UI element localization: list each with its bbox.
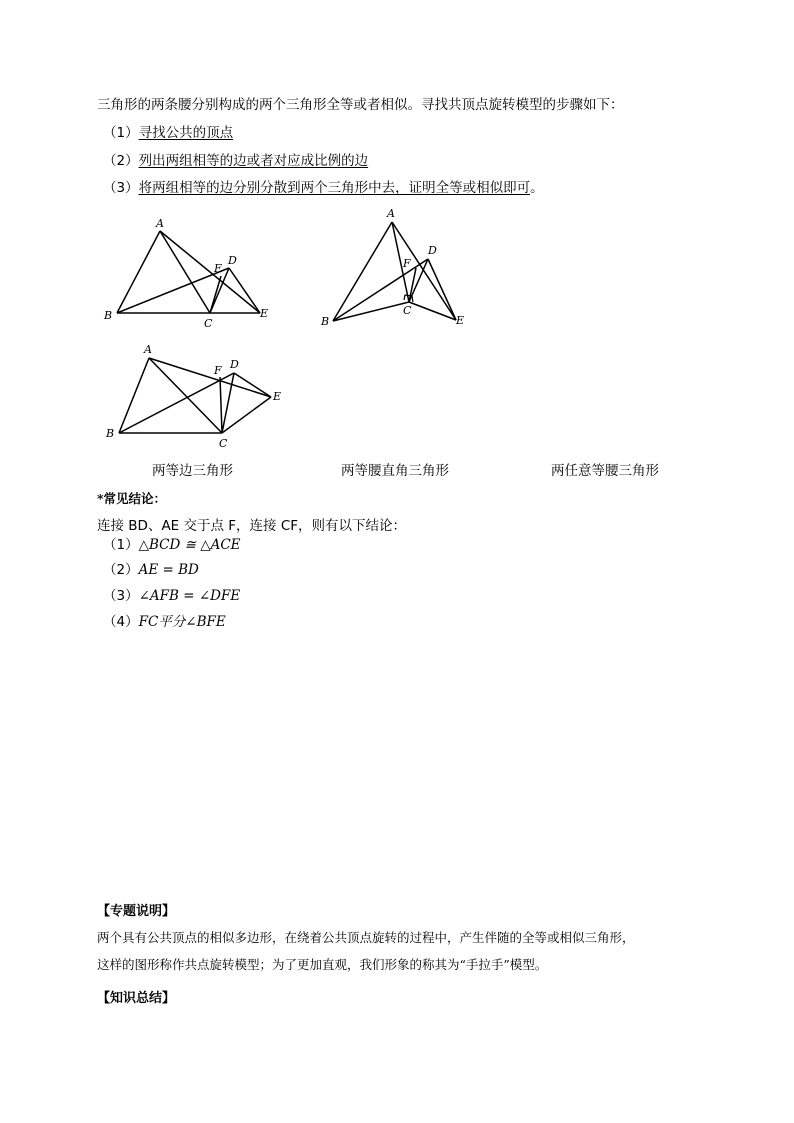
fig1-label-d: D bbox=[228, 254, 237, 267]
fig1-label-a: A bbox=[156, 217, 164, 230]
conclusions-heading: *常见结论： bbox=[97, 491, 167, 506]
fig2-label-c: C bbox=[403, 304, 412, 317]
figure-equilateral-lines bbox=[117, 231, 260, 313]
step-1-text: 寻找公共的顶点 bbox=[138, 125, 234, 141]
fig3-label-a: A bbox=[144, 343, 152, 356]
fig3-label-c: C bbox=[219, 437, 228, 450]
caption-equilateral: 两等边三角形 bbox=[152, 463, 233, 479]
topic-heading: 【专题说明】 bbox=[97, 904, 176, 919]
fig1-label-e: E bbox=[260, 307, 269, 320]
conclusion-2-number: （2） bbox=[103, 562, 139, 578]
fig2-label-d: D bbox=[428, 244, 437, 257]
fig1-label-b: B bbox=[104, 309, 113, 322]
fig2-label-a: A bbox=[387, 207, 395, 220]
step-3-text: 将两组相等的边分别分散到两个三角形中去，证明全等或相似即可 bbox=[138, 180, 531, 196]
step-1-number: （1） bbox=[103, 125, 139, 141]
conclusion-1 bbox=[103, 536, 241, 554]
conclusion-3-number: （3） bbox=[103, 588, 139, 604]
fig1-label-c: C bbox=[204, 317, 213, 330]
fig3-label-b: B bbox=[106, 427, 115, 440]
intro-text: 三角形的两条腰分别构成的两个三角形全等或者相似。寻找共顶点旋转模型的步骤如下： bbox=[97, 97, 624, 113]
conclusion-2 bbox=[103, 561, 199, 579]
figure-isosceles-lines bbox=[119, 358, 271, 433]
fig1-label-f: F bbox=[214, 262, 222, 275]
step-2-text: 列出两组相等的边或者对应成比例的边 bbox=[138, 153, 369, 169]
conclusion-1-number: （1） bbox=[103, 537, 139, 553]
conclusion-2-expr: AE = BD bbox=[138, 562, 199, 578]
topic-line-1: 两个具有公共顶点的相似多边形，在绕着公共顶点旋转的过程中，产生伴随的全等或相似三角形， bbox=[97, 930, 635, 945]
topic-line-2: 这样的图形称作共点旋转模型；为了更加直观，我们形象的称其为“手拉手”模型。 bbox=[97, 957, 548, 972]
step-3-number: （3） bbox=[103, 180, 139, 196]
fig3-label-e: E bbox=[273, 390, 282, 403]
conclusion-3 bbox=[103, 587, 240, 605]
conclusion-4-number: （4） bbox=[103, 614, 139, 630]
fig2-label-b: B bbox=[321, 315, 330, 328]
fig3-label-d: D bbox=[230, 358, 239, 371]
fig3-label-f: F bbox=[214, 364, 222, 377]
conclusion-3-expr: ∠AFB = ∠DFE bbox=[138, 588, 241, 604]
step-2-number: （2） bbox=[103, 153, 139, 169]
knowledge-heading: 【知识总结】 bbox=[97, 991, 176, 1006]
fig2-label-f: F bbox=[403, 257, 411, 270]
caption-isosceles: 两任意等腰三角形 bbox=[551, 463, 659, 479]
step-3-tail: 。 bbox=[530, 180, 544, 196]
caption-isosceles-right: 两等腰直角三角形 bbox=[341, 463, 449, 479]
conclusion-1-expr: △BCD ≅ △ACE bbox=[138, 537, 241, 553]
conclusions-intro: 连接 BD、AE 交于点 F，连接 CF，则有以下结论： bbox=[97, 518, 407, 534]
conclusion-4 bbox=[103, 613, 226, 631]
fig2-label-e: E bbox=[456, 314, 465, 327]
figure-isosceles-right-lines bbox=[333, 222, 456, 321]
conclusion-4-expr: FC平分∠BFE bbox=[138, 614, 226, 630]
